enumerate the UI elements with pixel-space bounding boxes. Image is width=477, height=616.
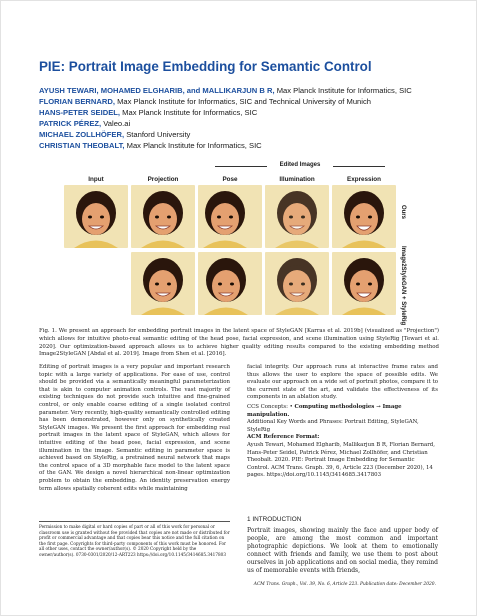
author-line: [39, 140, 459, 151]
author-names: PATRICK PÉREZ,: [39, 119, 102, 129]
portrait-image: [198, 252, 262, 315]
author-line: [39, 118, 459, 129]
footnote-rule: [39, 521, 230, 522]
author-line: [39, 129, 459, 140]
author-names: CHRISTIAN THEOBALT,: [39, 141, 125, 151]
author-affiliation: Stanford University: [126, 130, 191, 140]
portrait-illumination-baseline: [265, 252, 329, 315]
column-label-input: Input: [88, 176, 104, 183]
portrait-image: [265, 252, 329, 315]
copyright-footnote: Permission to make digital or hard copies of part or all of this work for personal or classroom use is granted without fee provided that copies are not made or distributed for profit or commercial advantage and that copies bear this notice and the full citation on the first page. Copyrights for third-party components of this work must be honored. For all other uses, contact the owner/author(s). © 2020 Copyright held by the owner/author(s). 0730-0301/2020/12-ART223 https://doi.org/10.1145/3414685.3417803: [39, 524, 230, 557]
author-line: [39, 96, 459, 107]
row-label-ours: Ours: [400, 205, 406, 220]
ccs-prefix: CCS Concepts: •: [247, 404, 293, 410]
portrait-expression-ours: [332, 185, 396, 248]
figure-caption: Fig. 1. We present an approach for embedding portrait images in the latent space of StyleGAN [Karras et al. 2019b] (visualized as "Projection") which allows for intuitive photo-real semantic editing of the head pose, facial expression, and scene illumination using StyleRig [Tewari et al. 2020]. Our optimization-based approach allows us to achieve higher quality editing results compared to the existing embedding method Image2StyleGAN [Abdal et al. 2019]. Image from Shen et al. [2016].: [39, 328, 439, 358]
abstract-left: Editing of portrait images is a very popular and important research topic with a large variety of applications. For ease of use, control should be provided via a semantically meaningful parameterization that is akin to computer animation controls. The vast majority of existing techniques do not provide such intuitive and fine-grained control, or only enable coarse editing of a single isolated control parameter. Very recently, high-quality semantically controlled editing has been demonstrated, however only on synthetically created StyleGAN images. We present the first approach for embedding real portrait images in the latent space of StyleGAN, which allows for intuitive editing of the head pose, facial expression, and scene illumination in the image. Semantic editing in parameter space is achieved based on StyleRig, a pretrained neural network that maps the control space of a 3D morphable face model to the latent space of the GAN. We design a novel hierarchical non-linear optimization problem to obtain the embedding. An identity preservation energy term allows spatially coherent edits while maintaining: [39, 364, 230, 492]
column-label-pose: Pose: [222, 176, 238, 183]
author-list: [39, 85, 459, 152]
reference-heading: ACM Reference Format:: [247, 434, 320, 440]
abstract-right: facial integrity. Our approach runs at interactive frame rates and thus allows the user to explore the space of possible edits. We evaluate our approach on a wide set of portrait photos, compare it to the current state of the art, and validate the effectiveness of its components in an ablation study.: [247, 364, 438, 401]
author-names: FLORIAN BERNARD,: [39, 97, 115, 107]
paper-title: PIE: Portrait Image Embedding for Semantic Control: [39, 59, 372, 74]
edited-images-label: Edited Images: [215, 162, 385, 168]
portrait-image: [131, 252, 195, 315]
portrait-expression-baseline: [332, 252, 396, 315]
reference-text: Ayush Tewari, Mohamed Elgharib, Mallikarjun B R, Florian Bernard, Hans-Peter Seidel, Patrick Pérez, Michael Zollhöfer, and Christian Theobalt. 2020. PIE: Portrait Image Embedding for Semantic Control. ACM Trans. Graph. 39, 6, Article 223 (December 2020), 14 pages. https://doi.org/10.1145/3414685.3417803: [247, 442, 435, 479]
author-affiliation: Max Planck Institute for Informatics, SIC: [276, 86, 412, 95]
portrait-illumination-ours: [265, 185, 329, 248]
portrait-pose-baseline: [198, 252, 262, 315]
portrait-image: [64, 185, 128, 248]
author-line: [39, 85, 459, 96]
portrait-image: [332, 252, 396, 315]
column-label-projection: Projection: [147, 176, 179, 183]
portrait-image: [332, 185, 396, 248]
author-affiliation: Max Planck Institute for Informatics, SIC: [122, 108, 258, 118]
column-label-illumination: Illumination: [279, 176, 315, 183]
portrait-image: [198, 185, 262, 248]
portrait-input: [64, 185, 128, 248]
introduction-text: Portrait images, showing mainly the face and upper body of people, are among the most common and important photographic depictions. We look at them to emotionally connect with friends and family, we use them to post about ourselves in job applications and on social media, they remind us of memorable events with friends,: [247, 527, 438, 574]
author-affiliation: Max Planck Institute for Informatics, SIC and Technical University of Munich: [117, 97, 371, 107]
keywords: Additional Key Words and Phrases: Portrait Editing, StyleGAN, StyleRig: [247, 419, 419, 433]
author-affiliation: Max Planck Institute for Informatics, SIC: [126, 141, 262, 151]
author-affiliation: Valeo.ai: [103, 119, 131, 129]
portrait-projection-baseline: [131, 252, 195, 315]
ccs-concepts: [247, 404, 438, 419]
author-names: HANS-PETER SEIDEL,: [39, 108, 121, 118]
row-label-baseline: Image2StyleGAN + StyleRig: [400, 246, 406, 326]
portrait-image: [131, 185, 195, 248]
author-line: [39, 107, 459, 118]
column-label-expression: Expression: [347, 176, 381, 183]
section-heading: 1 INTRODUCTION: [247, 516, 302, 523]
author-names: MICHAEL ZOLLHÖFER,: [39, 130, 125, 140]
portrait-image: [265, 185, 329, 248]
running-footer: ACM Trans. Graph., Vol. 39, No. 6, Article 223. Publication date: December 2020.: [253, 582, 436, 587]
portrait-pose-ours: [198, 185, 262, 248]
author-names: AYUSH TEWARI, MOHAMED ELGHARIB, and MALLIKARJUN B R,: [39, 86, 275, 95]
portrait-projection-ours: [131, 185, 195, 248]
ccs-concept: Computing methodologies → Image manipulation.: [247, 404, 402, 418]
